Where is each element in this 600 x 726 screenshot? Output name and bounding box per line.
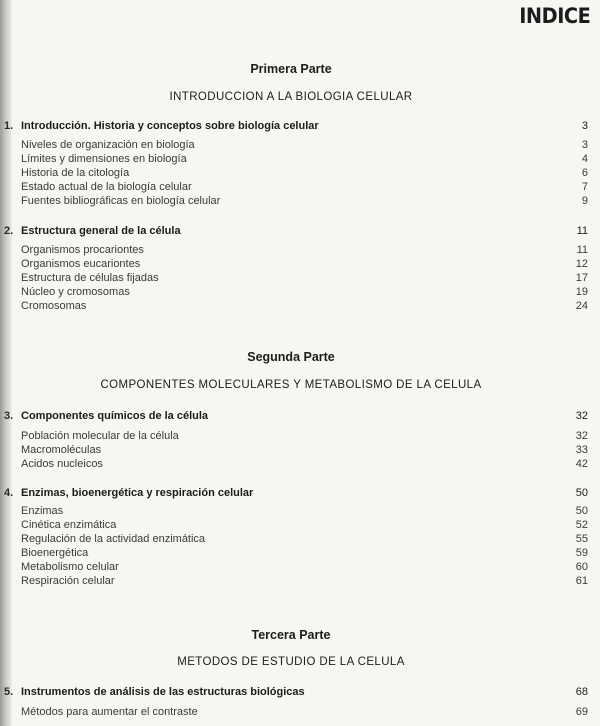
chapter-page-number: 50: [575, 487, 588, 499]
toc-entry[interactable]: [0, 181, 600, 195]
entry-page-number: 9: [581, 195, 588, 207]
entry-page-number: 17: [575, 272, 588, 284]
entry-page-number: 50: [575, 505, 588, 517]
part-title: Segunda Parte: [247, 350, 335, 364]
toc-entry[interactable]: [0, 286, 600, 300]
entry-page-number: 33: [575, 444, 588, 456]
entry-title: Métodos para aumentar el contraste: [21, 706, 198, 718]
entry-title: Historia de la citología: [21, 167, 130, 179]
toc-entry[interactable]: [0, 444, 600, 458]
chapter-row[interactable]: [0, 120, 600, 134]
chapter-number: 3.: [4, 410, 14, 422]
entry-title: Cinética enzimática: [21, 519, 117, 531]
toc-entry[interactable]: [0, 195, 600, 209]
toc-entry[interactable]: [0, 505, 600, 519]
entry-title: Cromosomas: [21, 300, 87, 312]
entry-page-number: 61: [575, 575, 588, 587]
chapter-page-number: 11: [576, 225, 588, 237]
entry-page-number: 69: [575, 706, 588, 718]
chapter-number: 2.: [4, 225, 14, 237]
chapter-page-number: 32: [575, 410, 588, 422]
toc-entry[interactable]: [0, 519, 600, 533]
toc-entry[interactable]: [0, 272, 600, 286]
toc-entry[interactable]: [0, 300, 600, 314]
entry-title: Respiración celular: [21, 575, 115, 587]
chapter-row[interactable]: [0, 410, 600, 424]
toc-entry[interactable]: [0, 547, 600, 561]
entry-page-number: 59: [575, 547, 588, 559]
chapter-page-number: 3: [581, 120, 588, 132]
part-subtitle: COMPONENTES MOLECULARES Y METABOLISMO DE LA CELULA: [100, 379, 482, 391]
entry-page-number: 12: [575, 258, 588, 270]
part-subtitle: METODOS DE ESTUDIO DE LA CELULA: [177, 656, 405, 668]
entry-title: Metabolismo celular: [21, 561, 119, 573]
part-title: Primera Parte: [250, 62, 332, 76]
page-title: INDICE: [518, 4, 590, 28]
entry-title: Acidos nucleicos: [21, 458, 103, 470]
toc-entry[interactable]: [0, 167, 600, 181]
chapter-row[interactable]: [0, 686, 600, 700]
chapter-number: 1.: [4, 120, 14, 132]
toc-entry[interactable]: [0, 575, 600, 589]
entry-page-number: 6: [581, 167, 588, 179]
chapter-row[interactable]: [0, 487, 600, 501]
toc-entry[interactable]: [0, 458, 600, 472]
entry-title: Regulación de la actividad enzimática: [21, 533, 206, 545]
chapter-number: 4.: [4, 487, 14, 499]
chapter-title: Instrumentos de análisis de las estructuras biológicas: [21, 686, 305, 698]
toc-entry[interactable]: [0, 139, 600, 153]
chapter-title: Estructura general de la célula: [21, 225, 181, 237]
entry-page-number: 4: [581, 153, 588, 165]
chapter-row[interactable]: [0, 225, 600, 239]
entry-page-number: 42: [575, 458, 588, 470]
entry-page-number: 55: [575, 533, 588, 545]
entry-title: Estado actual de la biología celular: [21, 181, 192, 193]
chapter-title: Introducción. Historia y conceptos sobre biología celular: [21, 120, 319, 132]
entry-title: Macromoléculas: [21, 444, 102, 456]
part-subtitle: INTRODUCCION A LA BIOLOGIA CELULAR: [169, 91, 413, 103]
toc-entry[interactable]: [0, 153, 600, 167]
chapter-number: 5.: [4, 686, 14, 698]
entry-title: Organismos procariontes: [21, 244, 144, 256]
entry-page-number: 52: [575, 519, 588, 531]
toc-entry[interactable]: [0, 430, 600, 444]
toc-entry[interactable]: [0, 533, 600, 547]
toc-entry[interactable]: [0, 244, 600, 258]
chapter-title: Componentes químicos de la célula: [21, 410, 209, 422]
entry-page-number: 19: [575, 286, 588, 298]
chapter-page-number: 68: [575, 686, 588, 698]
entry-title: Niveles de organización en biología: [21, 139, 195, 151]
toc-entry[interactable]: [0, 258, 600, 272]
entry-title: Enzimas: [21, 505, 64, 517]
entry-page-number: 32: [575, 430, 588, 442]
entry-title: Núcleo y cromosomas: [21, 286, 130, 298]
entry-page-number: 11: [576, 244, 588, 256]
entry-title: Población molecular de la célula: [21, 430, 179, 442]
entry-title: Organismos eucariontes: [21, 258, 141, 270]
entry-page-number: 7: [581, 181, 588, 193]
part-title: Tercera Parte: [251, 628, 331, 642]
entry-title: Estructura de células fijadas: [21, 272, 159, 284]
entry-title: Fuentes bibliográficas en biología celular: [21, 195, 221, 207]
entry-title: Bioenergética: [21, 547, 89, 559]
entry-page-number: 3: [581, 139, 588, 151]
toc-entry[interactable]: [0, 561, 600, 575]
entry-title: Límites y dimensiones en biología: [21, 153, 187, 165]
toc-entry[interactable]: [0, 706, 600, 720]
chapter-title: Enzimas, bioenergética y respiración celular: [21, 487, 254, 499]
entry-page-number: 24: [575, 300, 588, 312]
entry-page-number: 60: [575, 561, 588, 573]
